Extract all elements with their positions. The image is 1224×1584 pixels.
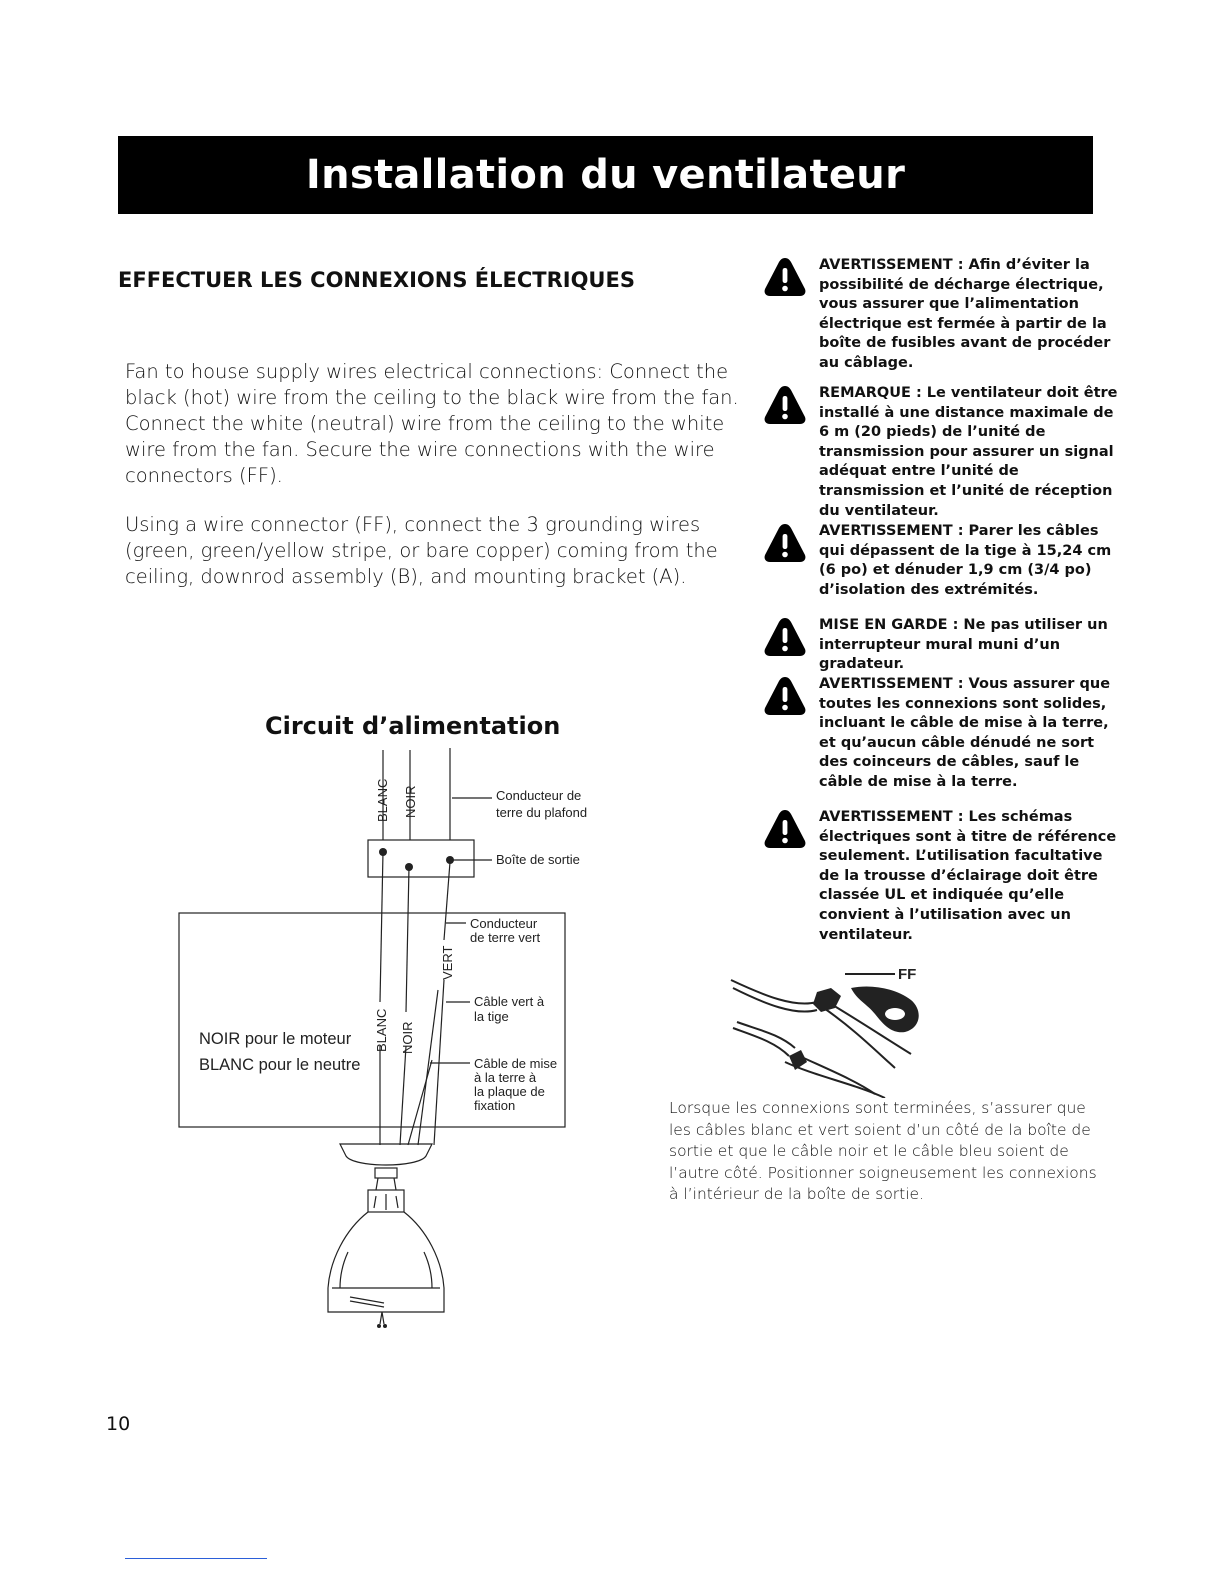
warning-text: AVERTISSEMENT : Vous assurer que toutes les connexions sont solides, incluant le câble de mise à la terre, et qu’aucun câble dénudé ne sort des coinceurs de câbles, sauf le câble de mise à la terre. (819, 676, 1111, 790)
warning-text: AVERTISSEMENT : Les schémas électriques sont à titre de référence seulement. L’utilisation facultative de la trousse d’éclairage doit être classée UL et indiquée qu’elle convient à l’utilisation avec un ventilateur. (819, 809, 1117, 943)
label-plate-ground-2: à la terre à (474, 1070, 537, 1085)
label-outlet-box: Boîte de sortie (496, 852, 580, 867)
diagram-title: Circuit d’alimentation (265, 712, 561, 740)
exclamation-icon (763, 522, 807, 564)
warning-text: REMARQUE : Le ventilateur doit être installé à une distance maximale de 6 m (20 pieds) de l’unité de transmission pour assurer un signal adéquat entre l’unité de transmission et l’unité de réception du ventilateur. (819, 385, 1118, 519)
page-title: Installation du ventilateur (118, 136, 1093, 214)
label-ceiling-ground-1: Conducteur de (496, 788, 582, 803)
exclamation-icon (763, 616, 807, 658)
body-paragraph-grounding: Using a wire connector (FF), connect the 3 grounding wires (green, green/yellow stripe, or bare copper) coming from the ceiling, downrod assembly (B), and mounting bracket (A). (125, 513, 718, 588)
warning-text: MISE EN GARDE : Ne pas utiliser un interrupteur mural muni d’un gradateur. (819, 617, 1108, 673)
page-number: 10 (106, 1413, 131, 1435)
exclamation-icon (763, 256, 807, 298)
wire-label-vert: VERT (440, 945, 455, 980)
wire-label-blanc-low: BLANC (374, 1008, 389, 1052)
wire-connector-illustration (725, 958, 945, 1098)
label-rod-green-1: Câble vert à (474, 994, 545, 1009)
label-plate-ground-1: Câble de mise (474, 1056, 558, 1071)
connector-label-ff: FF (898, 966, 917, 983)
footer-divider (125, 1558, 267, 1559)
label-rod-green-2: la tige (474, 1009, 509, 1024)
wire-label-noir-low: NOIR (400, 1021, 415, 1054)
wire-label-noir-top: NOIR (403, 785, 418, 818)
wire-label-blanc-top: BLANC (375, 778, 390, 822)
final-instructions: Lorsque les connexions sont terminées, s’assurer que les câbles blanc et vert soient d’un côté de la boîte de sortie et que le câble noir et le câble bleu soient de l’autre côté. Positionner soigneusement les connexions à l’intérieur de la boîte de sortie. (669, 1099, 1097, 1204)
label-ceiling-ground-2: terre du plafond (496, 805, 588, 820)
legend-noir-moteur: NOIR pour le moteur (199, 1030, 352, 1048)
body-paragraph-connections: Fan to house supply wires electrical connections: Connect the black (hot) wire from the ceiling to the black wire from the fan. Connect the white (neutral) wire from the ceiling to the white wire from the fan. Secure the wire connections with the wire connectors (FF). (125, 360, 739, 487)
exclamation-icon (763, 384, 807, 426)
label-plate-ground-4: fixation (474, 1098, 516, 1113)
exclamation-icon (763, 808, 807, 850)
label-green-ground-2: de terre vert (470, 930, 541, 945)
label-green-ground-1: Conducteur (470, 916, 538, 931)
exclamation-icon (763, 675, 807, 717)
label-plate-ground-3: la plaque de (474, 1084, 545, 1099)
wiring-diagram (170, 740, 610, 1340)
warning-text: AVERTISSEMENT : Afin d’éviter la possibilité de décharge électrique, vous assurer que l’alimentation électrique est fermée à partir de la boîte de fusibles avant de procéder au câblage. (819, 257, 1111, 371)
section-heading: EFFECTUER LES CONNEXIONS ÉLECTRIQUES (118, 268, 635, 292)
warning-text: AVERTISSEMENT : Parer les câbles qui dépassent de la tige à 15,24 cm (6 po) et dénuder 1,9 cm (3/4 po) d’isolation des extrémités. (819, 523, 1112, 598)
legend-blanc-neutre: BLANC pour le neutre (199, 1056, 361, 1074)
